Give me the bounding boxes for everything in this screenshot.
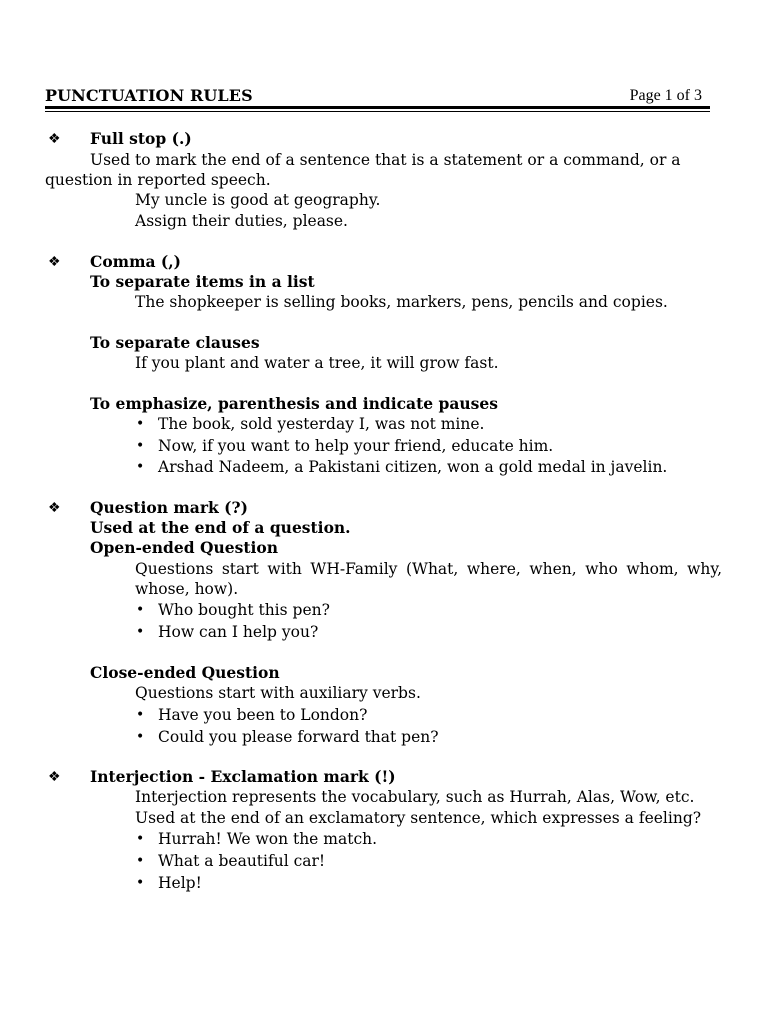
diamond-bullet-icon: ❖ xyxy=(48,131,61,147)
bullet-icon: • xyxy=(136,459,145,475)
list-item: Now, if you want to help your friend, educate him. xyxy=(158,437,554,455)
bullet-icon: • xyxy=(136,853,145,869)
open-ended-heading: Open-ended Question xyxy=(90,538,278,557)
list-item: The book, sold yesterday I, was not mine. xyxy=(158,415,485,433)
bullet-icon: • xyxy=(136,831,145,847)
open-ended-desc-line1: Questions start with WH-Family (What, where, when, who whom, why, xyxy=(135,560,722,578)
list-item: Arshad Nadeem, a Pakistani citizen, won a gold medal in javelin. xyxy=(158,458,668,476)
list-item: Have you been to London? xyxy=(158,706,368,724)
page-number: Page 1 of 3 xyxy=(629,87,702,104)
bullet-icon: • xyxy=(136,416,145,432)
close-ended-desc: Questions start with auxiliary verbs. xyxy=(135,684,421,702)
list-item: Who bought this pen? xyxy=(158,601,330,619)
comma-emphasis-heading: To emphasize, parenthesis and indicate pauses xyxy=(90,394,498,413)
close-ended-heading: Close-ended Question xyxy=(90,663,280,682)
comma-heading: Comma (,) xyxy=(90,252,181,271)
bullet-icon: • xyxy=(136,438,145,454)
interjection-desc-line2: Used at the end of an exclamatory sentence, which expresses a feeling? xyxy=(135,809,702,827)
full-stop-example-1: My uncle is good at geography. xyxy=(135,191,381,209)
bullet-icon: • xyxy=(136,602,145,618)
list-item: Hurrah! We won the match. xyxy=(158,830,378,848)
header-rule-thin xyxy=(45,111,710,112)
full-stop-desc-line2: question in reported speech. xyxy=(45,171,271,189)
list-item: Help! xyxy=(158,874,202,892)
comma-clauses-heading: To separate clauses xyxy=(90,333,260,352)
diamond-bullet-icon: ❖ xyxy=(48,500,61,516)
list-item: How can I help you? xyxy=(158,623,319,641)
bullet-icon: • xyxy=(136,875,145,891)
bullet-icon: • xyxy=(136,624,145,640)
list-item: What a beautiful car! xyxy=(158,852,326,870)
question-heading: Question mark (?) xyxy=(90,498,248,517)
header-rule-thick xyxy=(45,106,710,109)
comma-list-example: The shopkeeper is selling books, markers, pens, pencils and copies. xyxy=(135,293,668,311)
interjection-desc-line1: Interjection represents the vocabulary, such as Hurrah, Alas, Wow, etc. xyxy=(135,788,695,806)
diamond-bullet-icon: ❖ xyxy=(48,254,61,270)
comma-clauses-example: If you plant and water a tree, it will grow fast. xyxy=(135,354,499,372)
page-title: PUNCTUATION RULES xyxy=(45,86,253,105)
interjection-heading: Interjection - Exclamation mark (!) xyxy=(90,767,396,786)
question-sub: Used at the end of a question. xyxy=(90,518,351,537)
comma-list-heading: To separate items in a list xyxy=(90,272,315,291)
full-stop-heading: Full stop (.) xyxy=(90,129,192,148)
list-item: Could you please forward that pen? xyxy=(158,728,439,746)
open-ended-desc-line2: whose, how). xyxy=(135,580,239,598)
bullet-icon: • xyxy=(136,707,145,723)
bullet-icon: • xyxy=(136,729,145,745)
full-stop-desc-line1: Used to mark the end of a sentence that is a statement or a command, or a xyxy=(90,151,681,169)
diamond-bullet-icon: ❖ xyxy=(48,769,61,785)
full-stop-example-2: Assign their duties, please. xyxy=(135,212,348,230)
